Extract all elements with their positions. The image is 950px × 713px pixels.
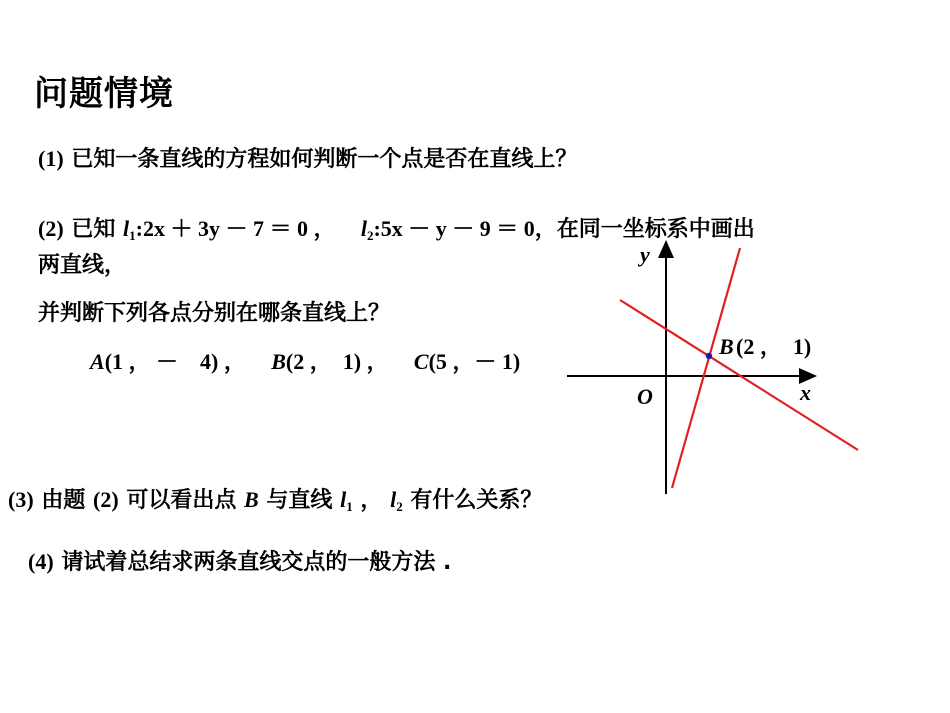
point-b-label-coords: (2 ， 1)	[736, 334, 812, 359]
point-b-coords: (2 ， 1) ，	[285, 349, 389, 374]
question-3-point-b: B	[244, 487, 259, 512]
line-l1-letter: l	[123, 216, 130, 241]
page-title: 问题情境	[34, 74, 174, 114]
question-3-separator: ，	[360, 488, 383, 513]
question-3-l2-letter: l	[390, 487, 397, 512]
question-3-l1-letter: l	[340, 487, 347, 512]
question-2-number: (2)	[38, 216, 64, 241]
point-a-coords: (1 ， － 4) ，	[104, 349, 246, 374]
line-l1-equation: :2x ＋ 3y － 7 ＝ 0 ，	[135, 216, 336, 241]
question-3-text-a: 由题	[41, 488, 86, 513]
question-3-text-c: 与直线	[266, 488, 333, 513]
point-a-name: A	[90, 349, 105, 374]
line-l2-letter: l	[360, 216, 367, 241]
question-3-number: (3)	[8, 487, 34, 512]
line-l2-equation: :5x － y － 9 ＝ 0	[373, 216, 535, 241]
question-1-text: 已知一条直线的方程如何判断一个点是否在直线上？	[71, 147, 578, 172]
intersection-point-b	[706, 353, 712, 359]
question-3-l1-subscript: 1	[346, 499, 353, 514]
question-3-ref: (2)	[93, 487, 119, 512]
question-4-number: (4)	[28, 549, 54, 574]
point-b-name: B	[271, 349, 286, 374]
question-4-text: 请试着总结求两条直线交点的一般方法 .	[61, 550, 452, 575]
point-c-coords: (5 ，－ 1)	[428, 349, 521, 374]
line-l1-subscript: 1	[129, 228, 136, 243]
question-2-suffix: ，在同一坐标系中画出	[534, 217, 755, 242]
x-axis-label: x	[800, 380, 811, 405]
question-3-text-d: 有什么关系？	[410, 488, 543, 513]
question-2-line-3: 并判断下列各点分别在哪条直线上？	[38, 301, 391, 326]
y-axis-label: y	[640, 242, 650, 267]
question-3-l2-subscript: 2	[396, 499, 403, 514]
line-l2-subscript: 2	[366, 228, 374, 243]
question-2-prefix: 已知	[71, 217, 116, 242]
point-c-name: C	[413, 349, 429, 374]
question-3-text-b: 可以看出点	[126, 488, 237, 513]
question-2-line-2: 两直线，	[38, 253, 127, 278]
origin-label: O	[637, 384, 653, 409]
question-1-number: (1)	[38, 146, 64, 171]
point-b-label: B	[719, 334, 734, 359]
